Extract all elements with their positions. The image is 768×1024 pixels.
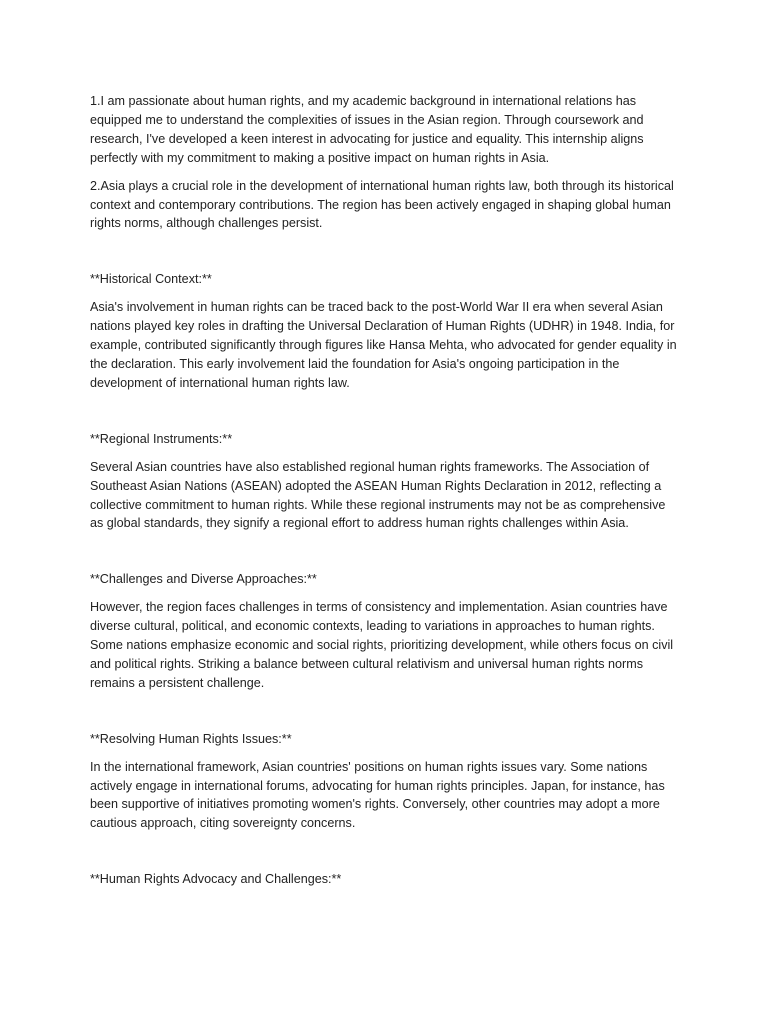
paragraph-historical-context: Asia's involvement in human rights can be traced back to the post-World War II era when several Asian nations played key roles in drafting the Universal Declaration of Human Rights (UDHR) in 1948. India, for example, contributed significantly through figures like Hansa Mehta, who advocated for gender equality in the declaration. This early involvement laid the foundation for Asia's ongoing participation in the development of international human rights law. [90, 300, 677, 390]
paragraph-2: 2.Asia plays a crucial role in the development of international human rights law, both through its historical context and contemporary contributions. The region has been actively engaged in shaping global human rights norms, although challenges persist. [90, 178, 674, 231]
paragraph-challenges-diverse-approaches: However, the region faces challenges in terms of consistency and implementation. Asian countries have diverse cultural, political, and economic contexts, leading to variations in approaches to human rights. Some nations emphasize economic and social rights, prioritizing development, while others focus on civil and political rights. Striking a balance between cultural relativism and universal human rights norms remains a persistent challenge. [90, 600, 674, 690]
document-body [90, 92, 680, 898]
heading-human-rights-advocacy: **Human Rights Advocacy and Challenges:** [90, 872, 342, 887]
paragraph-resolving-human-rights-issues: In the international framework, Asian countries' positions on human rights issues vary. Some nations actively engage in international forums, advocating for human rights principles. Japan, for instance, has been supportive of initiatives promoting women's rights. Conversely, other countries may adopt a more cautious approach, citing sovereignty concerns. [90, 759, 665, 831]
heading-resolving-human-rights-issues: **Resolving Human Rights Issues:** [90, 731, 292, 746]
heading-challenges-diverse-approaches: **Challenges and Diverse Approaches:** [90, 572, 317, 587]
heading-historical-context: **Historical Context:** [90, 272, 212, 287]
paragraph-regional-instruments: Several Asian countries have also established regional human rights frameworks. The Association of Southeast Asian Nations (ASEAN) adopted the ASEAN Human Rights Declaration in 2012, reflecting a collective commitment to human rights. While these regional instruments may not be as comprehensive as global standards, they signify a regional effort to address human rights challenges within Asia. [90, 459, 666, 531]
heading-regional-instruments: **Regional Instruments:** [90, 431, 233, 446]
paragraph-1: 1.I am passionate about human rights, and my academic background in international relations has equipped me to understand the complexities of issues in the Asian region. Through coursework and research, I've developed a keen interest in advocating for justice and equality. This internship aligns perfectly with my commitment to making a positive impact on human rights in Asia. [90, 94, 644, 165]
